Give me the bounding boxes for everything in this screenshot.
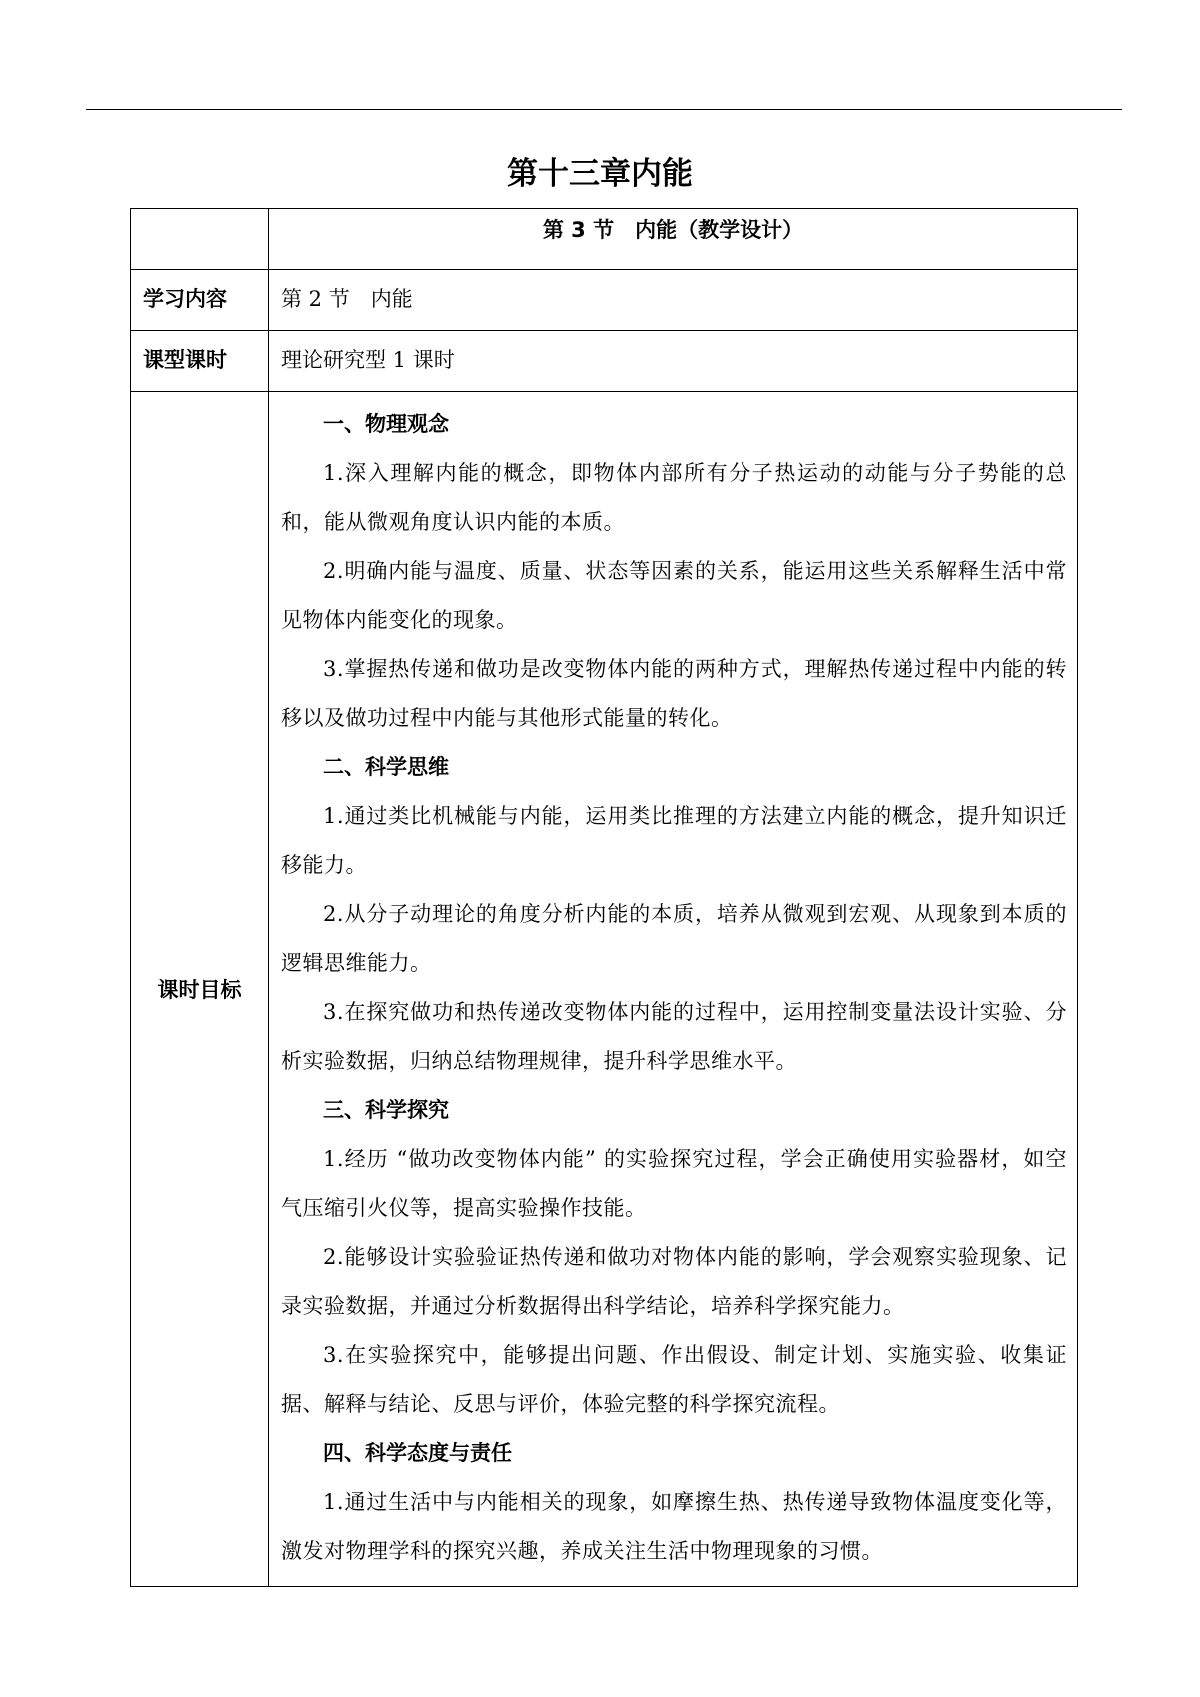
lesson-heading-cell — [269, 209, 1078, 270]
section-heading: 一、物理观念 — [323, 412, 449, 436]
document-title: 第十三章内能 — [507, 156, 693, 192]
goals-label: 课时目标 — [157, 978, 242, 1002]
goals-row — [131, 392, 1078, 1587]
section-heading: 三、科学探究 — [323, 1098, 449, 1122]
row-value: 第 2 节 内能 — [281, 287, 413, 311]
table-row — [131, 270, 1078, 331]
goals-content-cell — [269, 392, 1078, 1587]
empty-corner-cell — [131, 209, 269, 270]
goals-content — [269, 392, 1077, 1586]
section-heading: 四、科学态度与责任 — [323, 1441, 512, 1465]
table-row — [131, 331, 1078, 392]
table-header-row — [131, 209, 1078, 270]
goal-item: 1.通过生活中与内能相关的现象，如摩擦生热、热传递导致物体温度变化等，激发对物理学科的探究兴趣，养成关注生活中物理现象的习惯。 — [281, 1490, 1067, 1563]
row-label: 学习内容 — [143, 287, 227, 311]
goal-item: 1.通过类比机械能与内能，运用类比推理的方法建立内能的概念，提升知识迁移能力。 — [281, 804, 1067, 877]
goal-item: 2.明确内能与温度、质量、状态等因素的关系，能运用这些关系解释生活中常见物体内能变化的现象。 — [281, 559, 1067, 632]
header-rule — [86, 109, 1122, 110]
section-heading: 二、科学思维 — [323, 755, 449, 779]
goal-item: 2.能够设计实验验证热传递和做功对物体内能的影响，学会观察实验现象、记录实验数据，并通过分析数据得出科学结论，培养科学探究能力。 — [281, 1245, 1067, 1318]
goal-item: 2.从分子动理论的角度分析内能的本质，培养从微观到宏观、从现象到本质的逻辑思维能力。 — [281, 902, 1067, 975]
goal-item: 3.在实验探究中，能够提出问题、作出假设、制定计划、实施实验、收集证据、解释与结论、反思与评价，体验完整的科学探究流程。 — [281, 1343, 1067, 1416]
row-value: 理论研究型 1 课时 — [281, 348, 455, 372]
lesson-heading: 第 3 节 内能（教学设计） — [542, 218, 804, 242]
goal-item: 3.掌握热传递和做功是改变物体内能的两种方式，理解热传递过程中内能的转移以及做功过程中内能与其他形式能量的转化。 — [281, 657, 1067, 730]
row-label: 课型课时 — [143, 348, 227, 372]
lesson-plan-table — [130, 208, 1078, 1587]
goal-item: 1.深入理解内能的概念，即物体内部所有分子热运动的动能与分子势能的总和，能从微观角度认识内能的本质。 — [281, 461, 1067, 534]
goal-item: 3.在探究做功和热传递改变物体内能的过程中，运用控制变量法设计实验、分析实验数据，归纳总结物理规律，提升科学思维水平。 — [281, 1000, 1067, 1073]
goal-item: 1.经历 “做功改变物体内能” 的实验探究过程，学会正确使用实验器材，如空气压缩引火仪等，提高实验操作技能。 — [281, 1147, 1067, 1220]
goals-label-cell — [131, 392, 269, 1587]
